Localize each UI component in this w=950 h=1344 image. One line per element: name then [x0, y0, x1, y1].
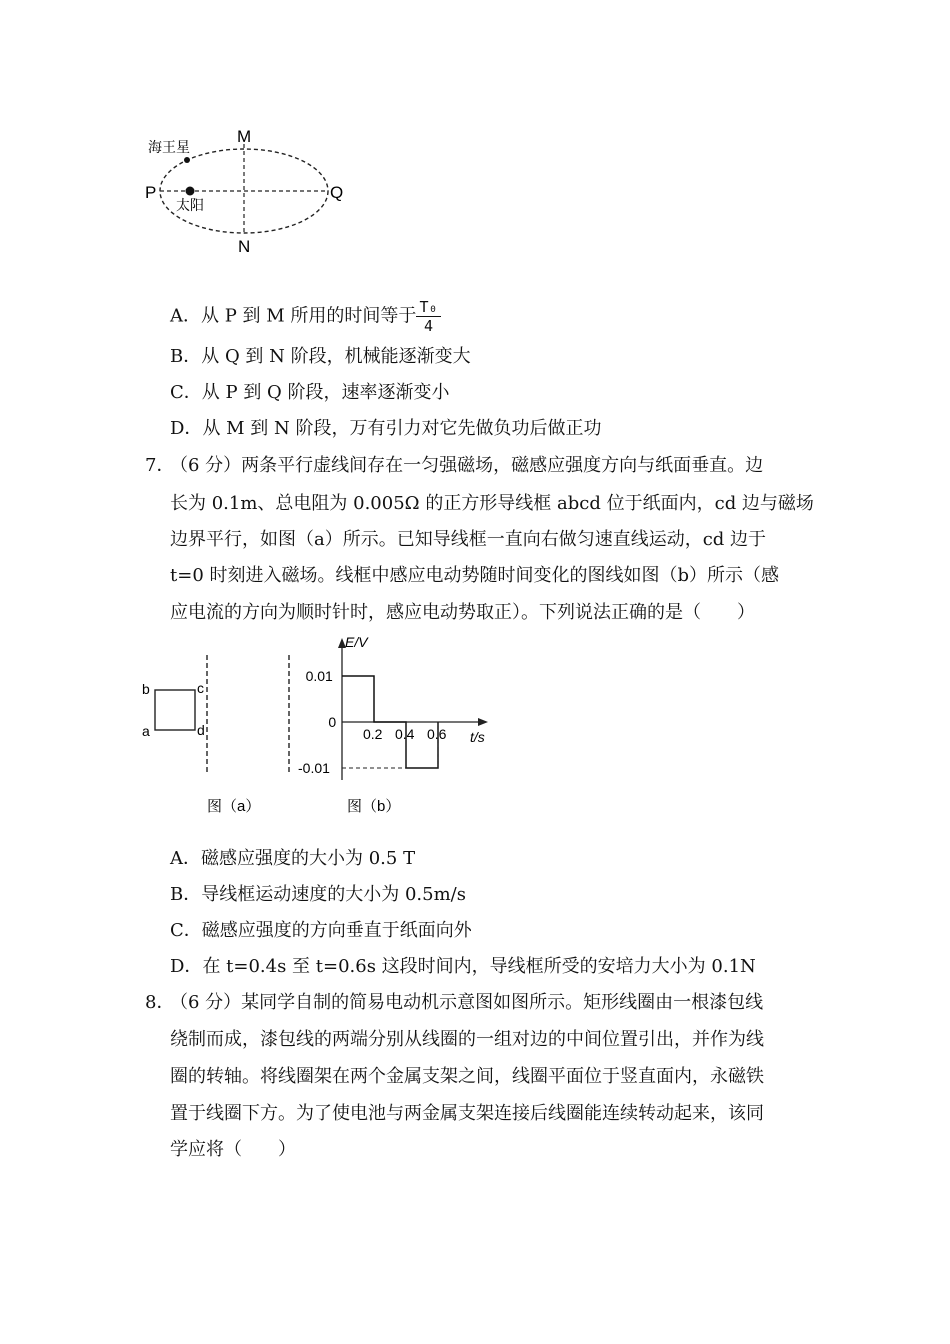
option-letter: A． [170, 305, 201, 327]
figure-b-chart [285, 630, 505, 825]
fraction-t0-over-4 [416, 298, 440, 335]
q7-number: 7． [145, 455, 175, 476]
q6-option-a [170, 298, 441, 335]
option-text: 从 P 到 Q 阶段，速率逐渐变小 [201, 382, 450, 403]
option-text: 导线框运动速度的大小为 0.5m/s [201, 884, 466, 905]
option-letter: B． [170, 884, 202, 905]
q8-stem-line: 置于线圈下方。为了使电池与两金属支架连接后线圈能连续转动起来，该同 [170, 1103, 764, 1124]
q8-stem-line: 绕制而成，漆包线的两端分别从线圈的一组对边的中间位置引出，并作为线 [170, 1029, 764, 1050]
q7-stem-line: 应电流的方向为顺时针时，感应电动势取正）。下列说法正确的是（ ） [170, 602, 755, 623]
fraction-denominator: 4 [423, 317, 433, 335]
x-tick-label: 0.6 [427, 726, 447, 742]
neptune-dot [184, 157, 190, 163]
q7-option-a [170, 848, 415, 870]
fraction-numerator: T₀ [416, 298, 440, 317]
corner-c-label: c [197, 680, 204, 696]
figure-b-caption: 图（b） [347, 798, 401, 815]
q7-stem-line: 边界平行，如图（a）所示。已知导线框一直向右做匀速直线运动，cd 边于 [170, 529, 767, 550]
point-q-label: Q [330, 183, 344, 202]
option-text: 从 Q 到 N 阶段，机械能逐渐变大 [201, 346, 471, 367]
q7-option-b [170, 884, 466, 906]
option-text: 从 P 到 M 所用的时间等于 [201, 305, 417, 327]
point-m-label: M [237, 127, 252, 146]
option-text: 磁感应强度的大小为 0.5 T [201, 848, 416, 869]
sun-dot [186, 187, 195, 196]
x-axis-arrow [478, 718, 488, 726]
q7-stem-line: t=0 时刻进入磁场。线框中感应电动势随时间变化的图线如图（b）所示（感 [170, 565, 780, 586]
q6-option-b [170, 346, 471, 368]
option-text: 磁感应强度的方向垂直于纸面向外 [201, 920, 472, 941]
x-axis-label: t/s [470, 729, 485, 745]
figure-a [135, 645, 285, 825]
y-tick-label: 0 [328, 714, 337, 730]
y-tick-label: 0.01 [305, 668, 333, 684]
q8-stem-line: 圈的转轴。将线圈架在两个金属支架之间，线圈平面位于竖直面内，永磁铁 [170, 1066, 764, 1087]
q7-stem-line: 长为 0.1m、总电阻为 0.005Ω 的正方形导线框 abcd 位于纸面内，cd 边与磁场 [170, 493, 814, 514]
option-letter: D． [170, 956, 203, 977]
q8-stem-line: （6 分）某同学自制的简易电动机示意图如图所示。矩形线圈由一根漆包线 [170, 992, 764, 1013]
q7-stem-line: （6 分）两条平行虚线间存在一匀强磁场，磁感应强度方向与纸面垂直。边 [170, 455, 764, 476]
sun-label: 太阳 [176, 197, 204, 213]
q6-option-c [170, 382, 450, 404]
option-letter: A． [170, 848, 201, 869]
y-tick-label: -0.01 [298, 760, 330, 776]
option-text: 从 M 到 N 阶段，万有引力对它先做负功后做正功 [202, 418, 602, 439]
y-axis-label: E/V [345, 634, 368, 650]
corner-b-label: b [142, 681, 150, 697]
figure-a-caption: 图（a） [207, 798, 261, 815]
q7-option-c [170, 920, 472, 942]
corner-a-label: a [142, 723, 150, 739]
x-tick-label: 0.4 [395, 726, 415, 742]
option-letter: C． [170, 920, 202, 941]
point-p-label: P [145, 183, 157, 202]
option-letter: D． [170, 418, 203, 439]
corner-d-label: d [197, 722, 205, 738]
square-loop [155, 690, 195, 730]
x-tick-label: 0.2 [363, 726, 383, 742]
q6-option-d [170, 418, 602, 440]
option-letter: C． [170, 382, 202, 403]
q8-stem-line: 学应将（ ） [170, 1139, 296, 1160]
point-n-label: N [238, 237, 251, 256]
neptune-label: 海王星 [148, 139, 190, 155]
orbit-figure [140, 120, 360, 260]
q8-number: 8． [145, 992, 175, 1013]
option-text: 在 t=0.4s 至 t=0.6s 这段时间内，导线框所受的安培力大小为 0.1N [202, 956, 756, 977]
q7-option-d [170, 956, 756, 978]
option-letter: B． [170, 346, 202, 367]
